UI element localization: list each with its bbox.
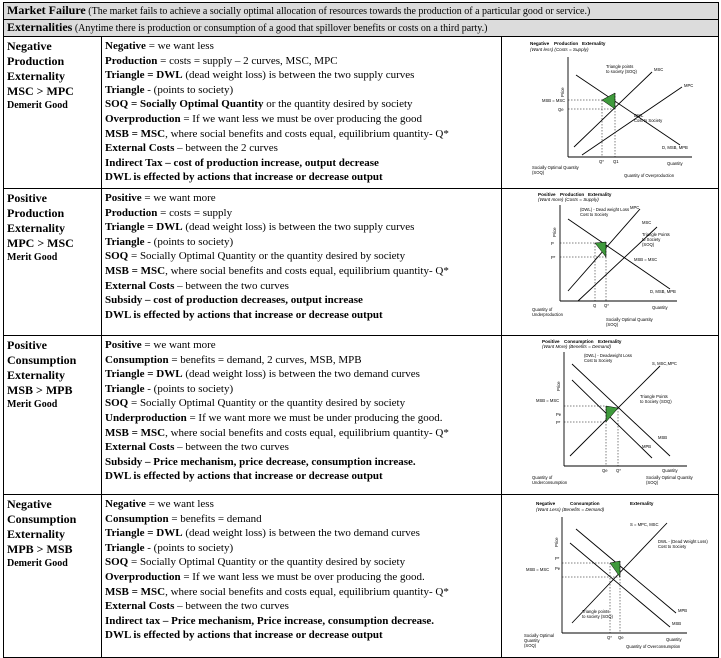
axis-label: Price (556, 381, 561, 391)
graph-mark: P (551, 241, 554, 246)
graph-note: Underproduction (532, 312, 563, 317)
definition-term: Indirect Tax – cost of production increase, output decrease (105, 156, 379, 169)
definition-term: DWL is effected by actions that increase or decrease output (105, 629, 383, 642)
category-line: MSB > MPB (7, 383, 73, 397)
graph-note: Cost to Society (658, 544, 687, 549)
graph-note: Quantity (524, 638, 540, 643)
definition-line (105, 83, 501, 98)
graph-mark: Q (593, 303, 597, 308)
definition-term: MSB = MSC (105, 585, 166, 598)
category-cell (4, 336, 102, 495)
definition-line (105, 614, 501, 629)
definition-term: SOQ (105, 397, 129, 410)
category-line: Externality (7, 368, 65, 382)
graph-note: Underconsumption (532, 480, 568, 485)
definition-line (105, 191, 501, 206)
graph-note: (DWL) - Deadweight Loss (584, 353, 632, 358)
externalities-header (4, 20, 719, 37)
definition-line (105, 338, 501, 353)
category-line: Externality (7, 527, 65, 541)
category-line: Externality (7, 69, 65, 83)
graph-mark: Q1 (613, 159, 619, 164)
definition-line (105, 220, 501, 235)
definition-line (105, 469, 501, 484)
definition-term: External Costs (105, 600, 175, 613)
category-line: MPC > MSC (7, 236, 74, 250)
definition-text: , where social benefits and costs equal, equilibrium quantity- Q* (165, 426, 449, 439)
graph-note: Triangle Points (640, 394, 668, 399)
definition-text: = we want more (141, 339, 216, 351)
dwl-triangle (610, 561, 620, 577)
graph-title: Externality (582, 41, 606, 46)
graph-subtitle: (Want More) (Benefits = Demand) (542, 344, 611, 349)
category-line: Positive (7, 191, 47, 205)
definition-text: - (points to society) (144, 83, 234, 96)
definition-term: Indirect tax – Price mechanism, Price increase, consumption decrease. (105, 614, 435, 627)
graph-title: Consumption (564, 339, 594, 344)
definition-text: or the quantity desired by society (263, 98, 413, 111)
definition-line (105, 308, 501, 323)
definition-term: SOQ = Socially Optimal Quantity (105, 98, 264, 111)
category-line: Consumption (7, 512, 77, 526)
definition-text: = If we want more we must be under producing the good. (186, 411, 443, 424)
category-cell (4, 495, 102, 658)
definitions-cell (102, 189, 502, 336)
definition-term: DWL is effected by actions that increase or decrease output (105, 470, 383, 483)
graph-note: (SOQ) (646, 480, 659, 485)
mpb-curve (572, 380, 652, 458)
curve-label: MSB (672, 621, 682, 626)
definition-term: Production (105, 54, 158, 67)
curve-label: MPC (684, 83, 694, 88)
definition-line (105, 570, 501, 585)
graph-note: Quantity of Overconsumption (626, 644, 681, 649)
graph-title: Externality (588, 192, 612, 197)
graph-note: to society (SOQ) (582, 614, 613, 619)
definition-line (105, 156, 501, 171)
graph-cell (502, 336, 719, 495)
graph-mark: Qe (602, 468, 608, 473)
curve-label: DWL (634, 113, 644, 118)
definition-text: = costs = supply (157, 206, 233, 219)
definitions-cell (102, 336, 502, 495)
graph-title: Consumption (570, 501, 600, 506)
negative-production-graph (502, 37, 719, 183)
graph-title: Externality (630, 501, 654, 506)
graph-subtitle: (Want Less) (Benefits = Demand) (536, 507, 605, 512)
definition-line (105, 526, 501, 541)
category-line: Negative (7, 497, 52, 511)
category-line: MPB > MSB (7, 542, 73, 556)
graph-mark: Pe (555, 566, 561, 571)
definition-text: - (points to society) (144, 235, 234, 248)
row-negative-production (4, 37, 719, 189)
definition-text: , where social benefits and costs equal, equilibrium quantity- Q* (165, 264, 449, 277)
graph-note: (SOQ) (606, 322, 619, 327)
graph-note: Socially Optimal Quantity (606, 317, 653, 322)
definition-line (105, 235, 501, 250)
definitions-cell (102, 495, 502, 658)
category-line: MSC > MPC (7, 84, 74, 98)
definition-term: Triangle (105, 382, 145, 395)
market-failure-header (4, 3, 719, 20)
definition-line (105, 54, 501, 69)
graph-note: Quantity of (532, 475, 553, 480)
graph-note: to Society (642, 237, 661, 242)
definition-line (105, 206, 501, 221)
graph-cell (502, 37, 719, 189)
definition-line (105, 264, 501, 279)
definition-line (105, 541, 501, 556)
curve-label: MSB (658, 435, 668, 440)
definition-term: Positive (105, 339, 142, 351)
definition-text: (dead weight loss) is between the two supply curves (182, 69, 415, 82)
graph-mark: Q* (616, 468, 621, 473)
graph-title: Externality (598, 339, 622, 344)
graph-mark: Q* (607, 635, 612, 640)
graph-mark: P* (556, 420, 561, 425)
good-type: Demerit Good (7, 100, 68, 111)
definition-term: Production (105, 206, 158, 219)
definition-text: (dead weight loss) is between the two demand curves (182, 368, 420, 381)
graph-title: Positive (542, 339, 560, 344)
graph-mark: Q* (599, 159, 604, 164)
definition-line (105, 440, 501, 455)
definition-line (105, 497, 501, 512)
definition-term: Triangle = DWL (105, 221, 183, 234)
definition-term: Underproduction (105, 411, 187, 424)
definition-text: – between the two curves (174, 441, 289, 454)
curve-label: S = MPC, MSC (630, 522, 659, 527)
definition-line (105, 411, 501, 426)
definition-term: Subsidy – Price mechanism, price decrease, consumption increase. (105, 455, 416, 468)
msb-curve (572, 364, 670, 456)
graph-title: Production (554, 41, 579, 46)
good-type: Merit Good (7, 399, 58, 410)
definition-text: = we want less (145, 498, 214, 510)
definition-term: DWL is effected by actions that increase or decrease output (105, 171, 383, 184)
definition-term: Triangle (105, 235, 145, 248)
graph-mark: Qe (558, 107, 564, 112)
definition-line (105, 68, 501, 83)
curve-label: MPB (642, 444, 652, 449)
category-line: Production (7, 54, 65, 68)
definition-text: = costs = supply – 2 curves, MSC, MPC (157, 54, 338, 67)
positive-consumption-graph (502, 336, 719, 489)
definition-line (105, 585, 501, 600)
definition-term: Triangle = DWL (105, 527, 183, 540)
category-line: Negative (7, 39, 52, 53)
graph-note: to Society (SOQ) (640, 399, 672, 404)
definition-line (105, 353, 501, 368)
definition-term: Negative (105, 40, 146, 52)
definition-term: Overproduction (105, 570, 181, 583)
definition-text: = If we want less we must be over producing the good. (180, 570, 425, 583)
definition-line (105, 555, 501, 570)
graph-note: Triangle points (582, 609, 610, 614)
definition-term: Negative (105, 498, 146, 510)
definition-text: , where social benefits and costs equal, equilibrium quantity- Q* (165, 585, 449, 598)
externalities-table (3, 2, 719, 658)
graph-note: (SOQ) (642, 242, 655, 247)
definition-term: MSB = MSC (105, 127, 166, 140)
definition-text: = Socially Optimal Quantity or the quantity desired by society (128, 556, 406, 569)
graph-mark: Qe (618, 635, 624, 640)
definition-line (105, 628, 501, 643)
definition-term: Overproduction (105, 112, 181, 125)
definition-text: – between the two curves (174, 279, 289, 292)
row-positive-production (4, 189, 719, 336)
definition-term: Subsidy – cost of production decreases, output increase (105, 294, 363, 307)
graph-cell (502, 495, 719, 658)
negative-consumption-graph (502, 495, 719, 652)
curve-label: MSB = MSC (634, 257, 658, 262)
graph-note: (DWL) - Dead weight Loss (580, 207, 630, 212)
definition-term: Triangle = DWL (105, 69, 183, 82)
definition-term: MSB = MSC (105, 426, 166, 439)
graph-cell (502, 189, 719, 336)
curve-label: Cost to Society (634, 118, 663, 123)
definition-text: = benefits = demand (168, 512, 262, 525)
graph-mark: Pe (556, 412, 562, 417)
graph-title: Negative (536, 501, 556, 506)
externalities-title: Externalities (7, 20, 73, 34)
dwl-triangle (602, 93, 615, 109)
axis-label: Quantity (662, 468, 678, 473)
curve-label: MPC (630, 205, 640, 210)
graph-note: Triangle Points (642, 232, 670, 237)
definition-term: Consumption (105, 512, 169, 525)
category-line: Externality (7, 221, 65, 235)
definition-text: = we want less (145, 40, 214, 52)
graph-mark: MSB = MSC (542, 98, 566, 103)
graph-note: (SOQ) (532, 170, 545, 175)
good-type: Merit Good (7, 252, 58, 263)
axis-label: Quantity (667, 161, 683, 166)
definition-term: External Costs (105, 142, 175, 155)
graph-title: Negative (530, 41, 550, 46)
definition-term: External Costs (105, 279, 175, 292)
definition-line (105, 141, 501, 156)
curve-label: S, MSC,MPC (652, 361, 677, 366)
graph-mark: MSB = MSC (526, 567, 550, 572)
definition-term: Triangle (105, 541, 145, 554)
definition-text: , where social benefits and costs equal, equilibrium quantity- Q* (165, 127, 449, 140)
definition-text: – between the 2 curves (174, 142, 278, 155)
positive-production-graph (502, 189, 719, 330)
definition-line (105, 127, 501, 142)
definition-term: Triangle = DWL (105, 368, 183, 381)
category-line: Consumption (7, 353, 77, 367)
definition-line (105, 39, 501, 54)
graph-note: Cost to Society (584, 358, 613, 363)
category-cell (4, 37, 102, 189)
definition-term: DWL is effected by actions that increase or decrease output (105, 308, 383, 321)
curve-label: MSC (642, 220, 652, 225)
definition-text: = Socially Optimal Quantity or the quantity desired by society (128, 250, 406, 263)
definition-line (105, 293, 501, 308)
graph-note: Socially Optimal Quantity (646, 475, 693, 480)
demand-curve (576, 75, 680, 145)
market-failure-title: Market Failure (7, 3, 86, 17)
dwl-triangle (595, 242, 606, 257)
definition-line (105, 249, 501, 264)
definition-text: = If we want less we must be over producing the good (180, 112, 423, 125)
graph-subtitle: (Want more) (Costs = Supply) (538, 197, 599, 202)
graph-note: Socially Optimal Quantity (532, 165, 579, 170)
curve-label: MSC (654, 67, 664, 72)
graph-note: Quantity of Overproduction (624, 173, 675, 178)
axis-label: Quantity (666, 637, 682, 642)
graph-mark: MSB = MSC (536, 398, 560, 403)
definition-term: SOQ (105, 250, 129, 263)
category-line: Positive (7, 338, 47, 352)
axis-label: Quantity (652, 305, 668, 310)
definition-line (105, 367, 501, 382)
axis-label: Price (560, 87, 565, 97)
graph-note: Triangle points (606, 64, 634, 69)
definition-term: SOQ (105, 556, 129, 569)
curve-label: MPB (678, 608, 688, 613)
definition-text: = we want more (141, 192, 216, 204)
definition-text: - (points to society) (144, 382, 234, 395)
graph-note: Quantity of (532, 307, 553, 312)
axis-label: Price (552, 227, 557, 237)
graph-mark: P* (551, 255, 556, 260)
definition-text: = Socially Optimal Quantity or the quantity desired by society (128, 397, 406, 410)
graph-mark: P* (555, 556, 560, 561)
definition-line (105, 279, 501, 294)
definition-line (105, 170, 501, 185)
definition-text: (dead weight loss) is between the two demand curves (182, 527, 420, 540)
definition-line (105, 455, 501, 470)
definition-term: Consumption (105, 353, 169, 366)
graph-note: DWL - (Dead Weight Loss) (658, 539, 708, 544)
definition-term: External Costs (105, 441, 175, 454)
graph-mark: Q* (604, 303, 609, 308)
axis-label: Price (554, 537, 559, 547)
definition-text: - (points to society) (144, 541, 234, 554)
definition-line (105, 426, 501, 441)
curve-label: D, MSB, MPB (650, 289, 676, 294)
row-positive-consumption (4, 336, 719, 495)
definition-term: MSB = MSC (105, 264, 166, 277)
definition-text: (dead weight loss) is between the two supply curves (182, 221, 415, 234)
row-negative-consumption (4, 495, 719, 658)
graph-note: to society (SOQ) (606, 69, 637, 74)
definition-line (105, 396, 501, 411)
definition-line (105, 112, 501, 127)
definition-term: Positive (105, 192, 142, 204)
curve-label: D, MSB, MPB (662, 145, 688, 150)
graph-note: Cost to Society (580, 212, 609, 217)
market-failure-note: (The market fails to achieve a socially optimal allocation of resources towards the production of a particular good or service.) (85, 6, 591, 17)
externalities-note: (Anytime there is production or consumption of a good that spillover benefits or costs on a third party.) (72, 23, 488, 34)
graph-title: Positive (538, 192, 556, 197)
definition-text: = benefits = demand, 2 curves, MSB, MPB (168, 353, 362, 366)
definition-line (105, 97, 501, 112)
definition-line (105, 382, 501, 397)
graph-subtitle: (Want less) (Costs = Supply) (530, 47, 589, 52)
definition-term: Triangle (105, 83, 145, 96)
definitions-cell (102, 37, 502, 189)
msc-curve (574, 72, 652, 147)
category-line: Production (7, 206, 65, 220)
graph-note: (SOQ) (524, 643, 537, 648)
good-type: Demerit Good (7, 558, 68, 569)
definition-line (105, 512, 501, 527)
definition-text: – between the two curves (174, 600, 289, 613)
graph-note: Socially Optimal (524, 633, 555, 638)
definition-line (105, 599, 501, 614)
graph-title: Production (560, 192, 585, 197)
category-cell (4, 189, 102, 336)
